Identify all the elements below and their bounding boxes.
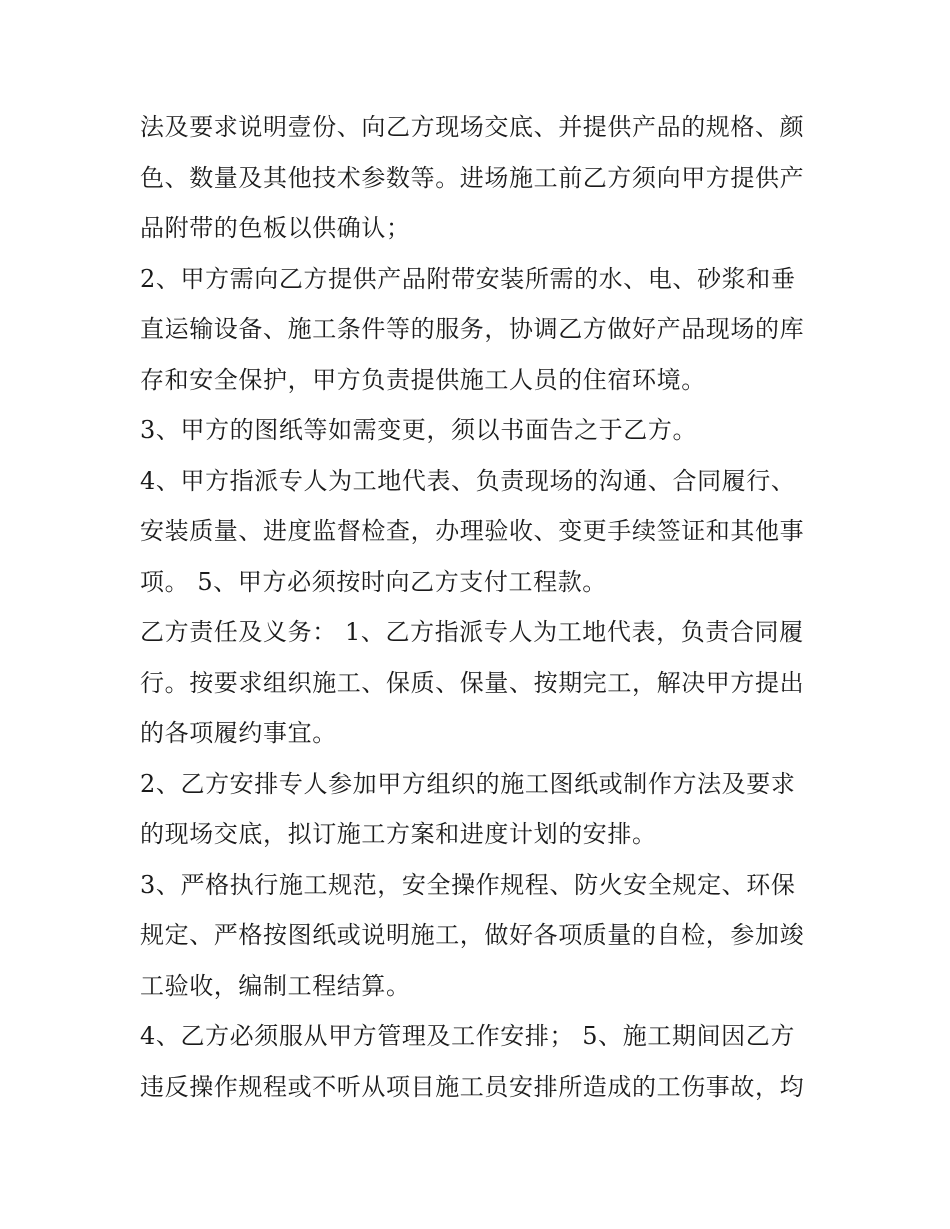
text-line: 的现场交底，拟订施工方案和进度计划的安排。 [140, 820, 657, 848]
text-line: 存和安全保护，甲方负责提供施工人员的住宿环境。 [140, 365, 706, 394]
text-line: 品附带的色板以供确认； [140, 214, 411, 242]
text-line: 的各项履约事宜。 [140, 719, 337, 747]
text-line: 行。按要求组织施工、保质、保量、按期完工，解决甲方提出 [140, 668, 805, 697]
text-line: 3、甲方的图纸等如需变更，须以书面告之于乙方。 [140, 416, 698, 444]
text-line: 法及要求说明壹份、向乙方现场交底、并提供产品的规格、颜 [140, 113, 805, 141]
text-line: 4、甲方指派专人为工地代表、负责现场的沟通、合同履行、 [140, 466, 796, 495]
text-line: 2、乙方安排专人参加甲方组织的施工图纸或制作方法及要求 [140, 769, 796, 798]
text-line: 4、乙方必须服从甲方管理及工作安排； 5、施工期间因乙方 [140, 1022, 795, 1050]
text-line: 违反操作规程或不听从项目施工员安排所造成的工伤事故，均 [140, 1072, 805, 1101]
text-line: 色、数量及其他技术参数等。进场施工前乙方须向甲方提供产 [140, 163, 805, 192]
text-line: 3、严格执行施工规范，安全操作规程、防火安全规定、环保 [140, 870, 796, 899]
text-line: 乙方责任及义务： 1、乙方指派专人为工地代表，负责合同履 [140, 618, 804, 646]
text-line: 项。 5、甲方必须按时向乙方支付工程款。 [140, 567, 607, 596]
text-line: 直运输设备、施工条件等的服务，协调乙方做好产品现场的库 [140, 315, 805, 343]
text-line: 工验收，编制工程结算。 [140, 971, 411, 1000]
text-line: 规定、严格按图纸或说明施工，做好各项质量的自检，参加竣 [140, 921, 805, 949]
contract-body-text [140, 102, 820, 1112]
text-line: 2、甲方需向乙方提供产品附带安装所需的水、电、砂浆和垂 [140, 264, 796, 293]
text-line: 安装质量、进度监督检查，办理验收、变更手续签证和其他事 [140, 517, 805, 545]
